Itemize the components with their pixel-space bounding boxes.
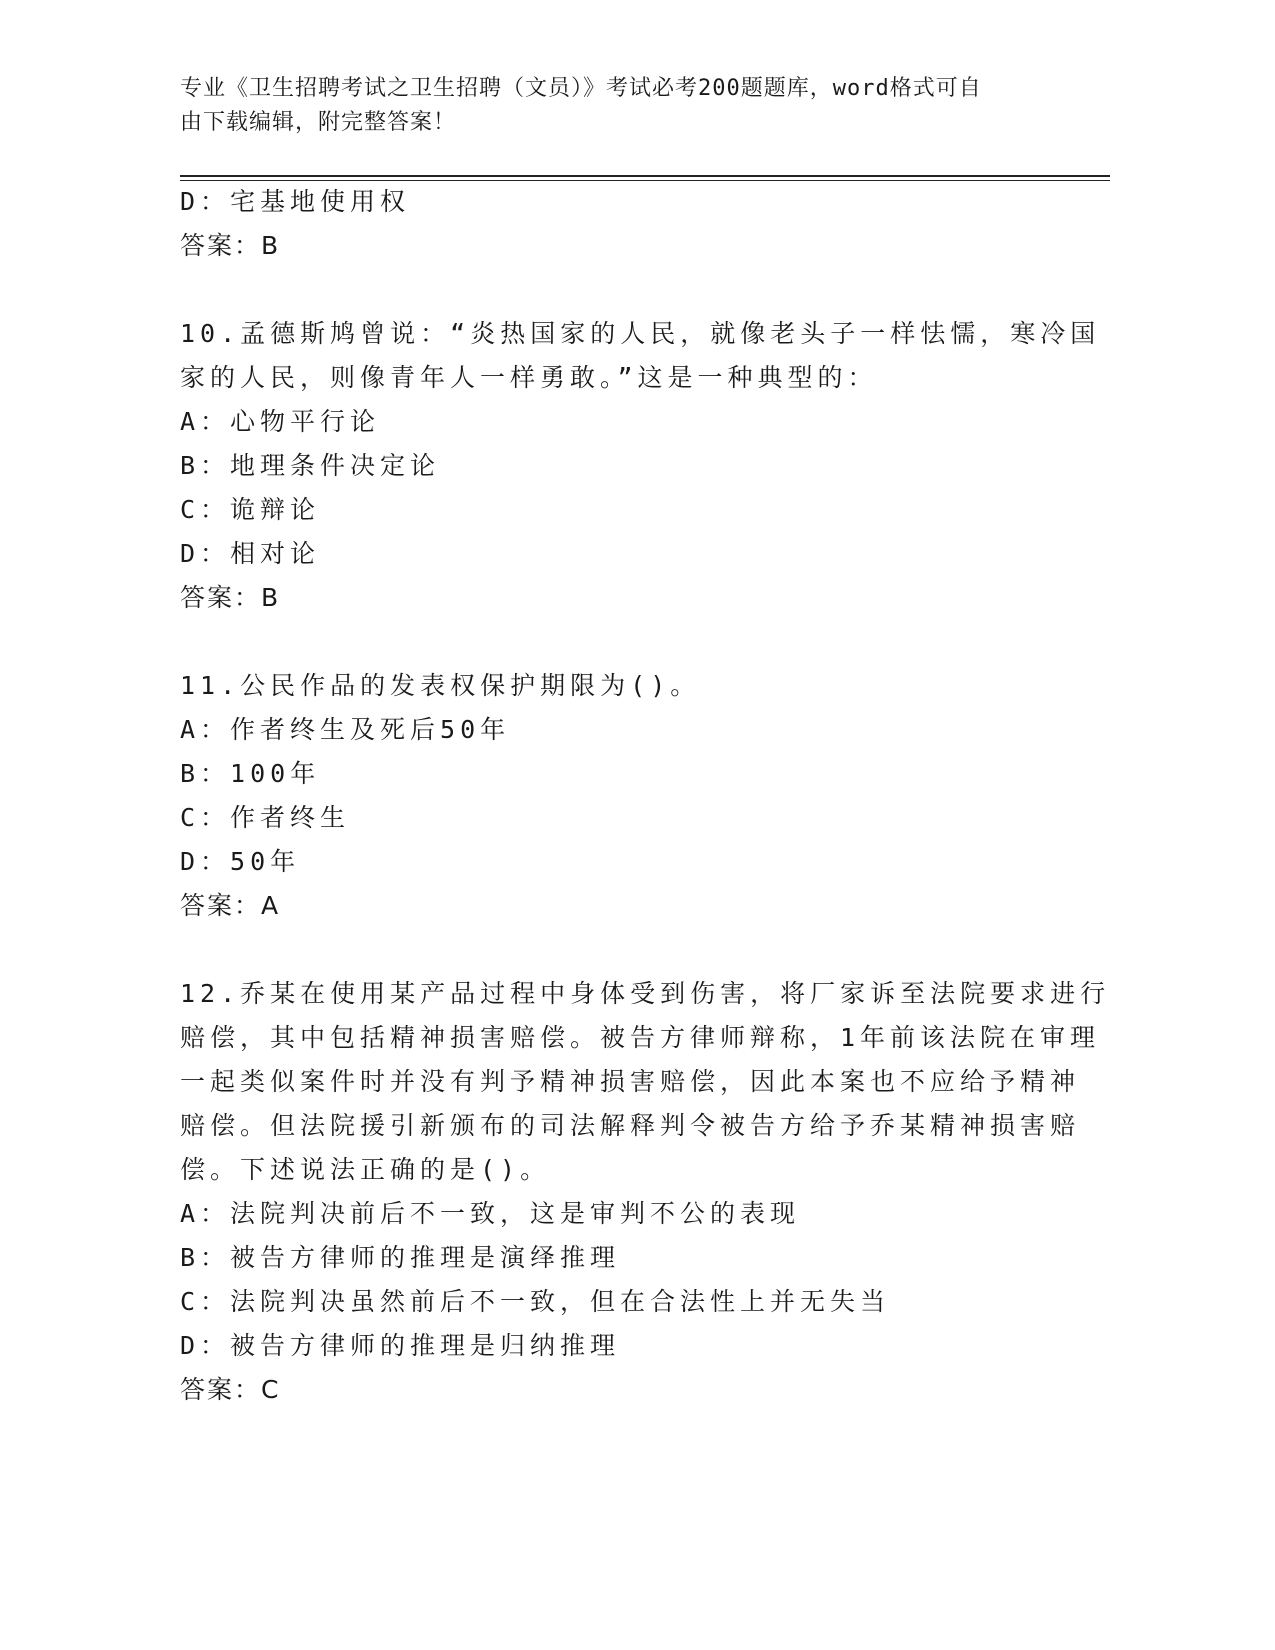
question-line: 10.孟德斯鸠曾说：“炎热国家的人民，就像老头子一样怯懦，寒冷国 [180,319,1101,348]
question-10 [180,312,1110,620]
question-12 [180,972,1110,1412]
answer-label: 答案：C [180,1375,281,1404]
document-content [180,180,1110,1412]
question-text [180,664,1110,708]
option-b: B：被告方律师的推理是演绎推理 [180,1243,621,1272]
question-line: 12.乔某在使用某产品过程中身体受到伤害，将厂家诉至法院要求进行 [180,979,1111,1008]
option-d: D：相对论 [180,539,321,568]
question-line: 赔偿。但法院援引新颁布的司法解释判令被告方给予乔某精神损害赔 [180,1111,1081,1140]
header-divider-thick [180,175,1110,177]
option-b: B：100年 [180,759,321,788]
question-11 [180,664,1110,928]
option-b: B：地理条件决定论 [180,451,441,480]
option-d: D：50年 [180,847,301,876]
question-line: 一起类似案件时并没有判予精神损害赔偿，因此本案也不应给予精神 [180,1067,1081,1096]
document-header [180,72,1060,140]
prev-answer: 答案：B [180,231,281,260]
option-c: C：诡辩论 [180,495,321,524]
answer-label: 答案：A [180,891,281,920]
option-a: A：作者终生及死后50年 [180,715,511,744]
answer-label: 答案：B [180,583,281,612]
question-line: 偿。下述说法正确的是()。 [180,1155,551,1184]
option-d: D：被告方律师的推理是归纳推理 [180,1331,621,1360]
question-text [180,972,1110,1192]
header-line-2: 由下载编辑，附完整答案！ [180,110,457,135]
prev-option-d: D：宅基地使用权 [180,187,411,216]
question-line: 赔偿，其中包括精神损害赔偿。被告方律师辩称，1年前该法院在审理 [180,1023,1101,1052]
option-c: C：作者终生 [180,803,351,832]
option-a: A：心物平行论 [180,407,381,436]
question-line: 11.公民作品的发表权保护期限为()。 [180,671,701,700]
header-line-1: 专业《卫生招聘考试之卫生招聘（文员）》考试必考200题题库，word格式可自 [180,76,982,101]
question-text [180,312,1110,400]
option-a: A：法院判决前后不一致，这是审判不公的表现 [180,1199,801,1228]
question-line: 家的人民，则像青年人一样勇敢。”这是一种典型的： [180,363,878,392]
option-c: C：法院判决虽然前后不一致，但在合法性上并无失当 [180,1287,891,1316]
